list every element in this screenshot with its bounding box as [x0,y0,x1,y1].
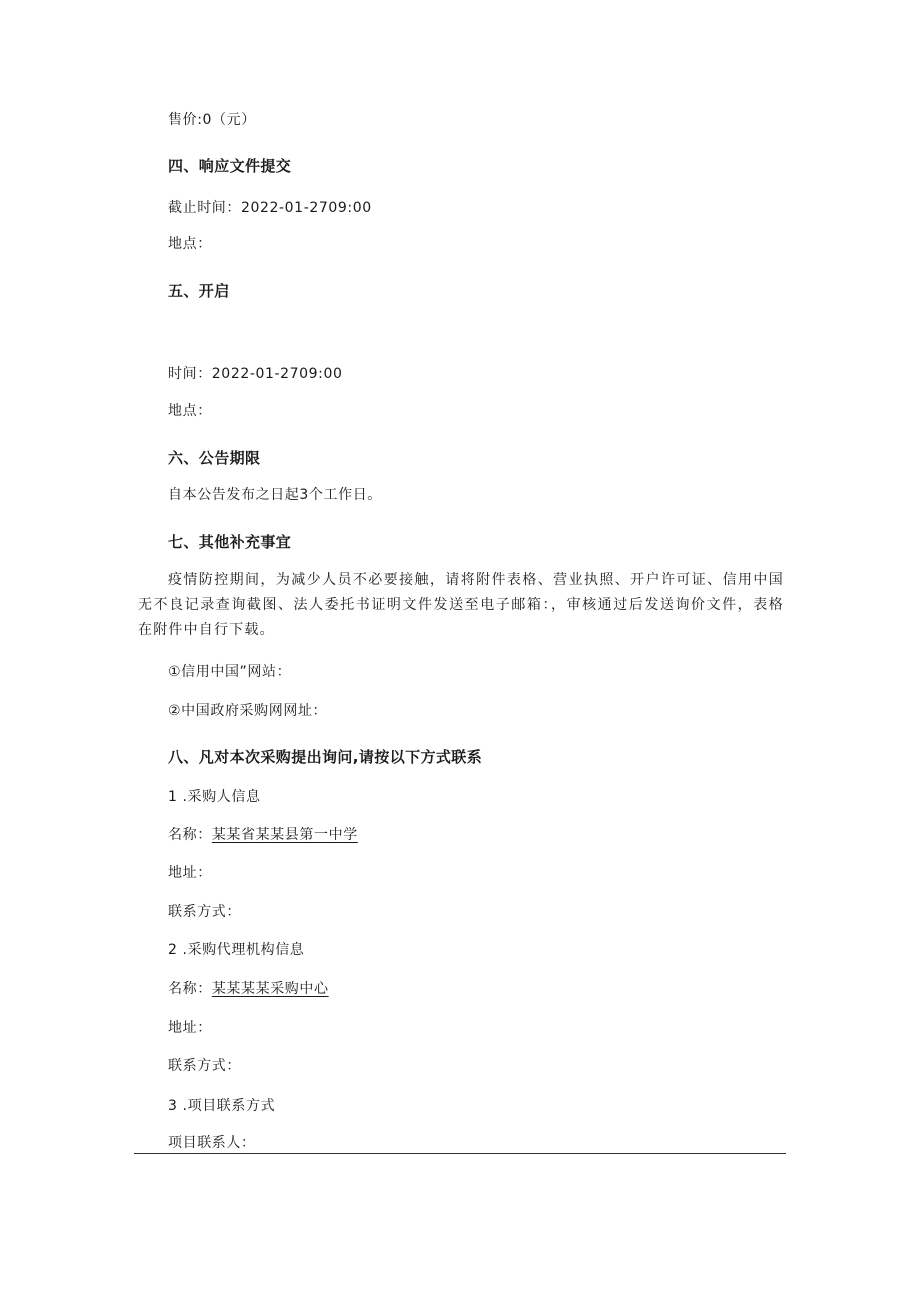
purchaser-name-value: 某某省某某县第一中学 [211,827,358,843]
section7-heading: 七、其他补充事宜 [168,533,292,551]
agency-name-label: 名称： [168,981,212,997]
section6-heading: 六、公告期限 [168,449,261,467]
project-contact-title: 3 .项目联系方式 [168,1098,276,1114]
agency-contact: 联系方式： [168,1058,241,1074]
supplementary-paragraph: 疫情防控期间，为减少人员不必要接触，请将附件表格、营业执照、开户许可证、信用中国无不良记录查询截图、法人委托书证明文件发送至电子邮箱：，审核通过后发送询价文件，表格在附件中自行下载。 [138,572,784,638]
purchaser-name-label: 名称： [168,827,212,843]
submission-deadline: 截止时间：2022-01-2709:00 [168,200,372,216]
project-contact-person: 项目联系人： [168,1135,256,1151]
submission-location: 地点： [168,236,212,252]
purchaser-name-row [168,825,358,845]
opening-time: 时间：2022-01-2709:00 [168,366,343,382]
section4-heading: 四、响应文件提交 [168,157,292,175]
purchaser-address: 地址： [168,865,212,881]
gov-procurement-item: ②中国政府采购网网址： [168,703,328,719]
agency-info-title: 2 .采购代理机构信息 [168,942,305,958]
purchaser-info-title: 1 .采购人信息 [168,789,261,805]
price-line: 售价:0（元） [168,112,256,128]
credit-china-item: ①信用中国”网站： [168,664,292,680]
agency-name-value: 某某某某采购中心 [211,981,329,997]
section8-heading: 八、凡对本次采购提出询问,请按以下方式联系 [168,748,483,766]
agency-name-row [168,979,329,999]
section5-heading: 五、开启 [168,282,230,300]
purchaser-contact: 联系方式： [168,904,241,920]
opening-location: 地点： [168,403,212,419]
agency-address: 地址： [168,1020,212,1036]
footer-rule [134,1153,786,1154]
announcement-period: 自本公告发布之日起3个工作日。 [168,487,382,503]
